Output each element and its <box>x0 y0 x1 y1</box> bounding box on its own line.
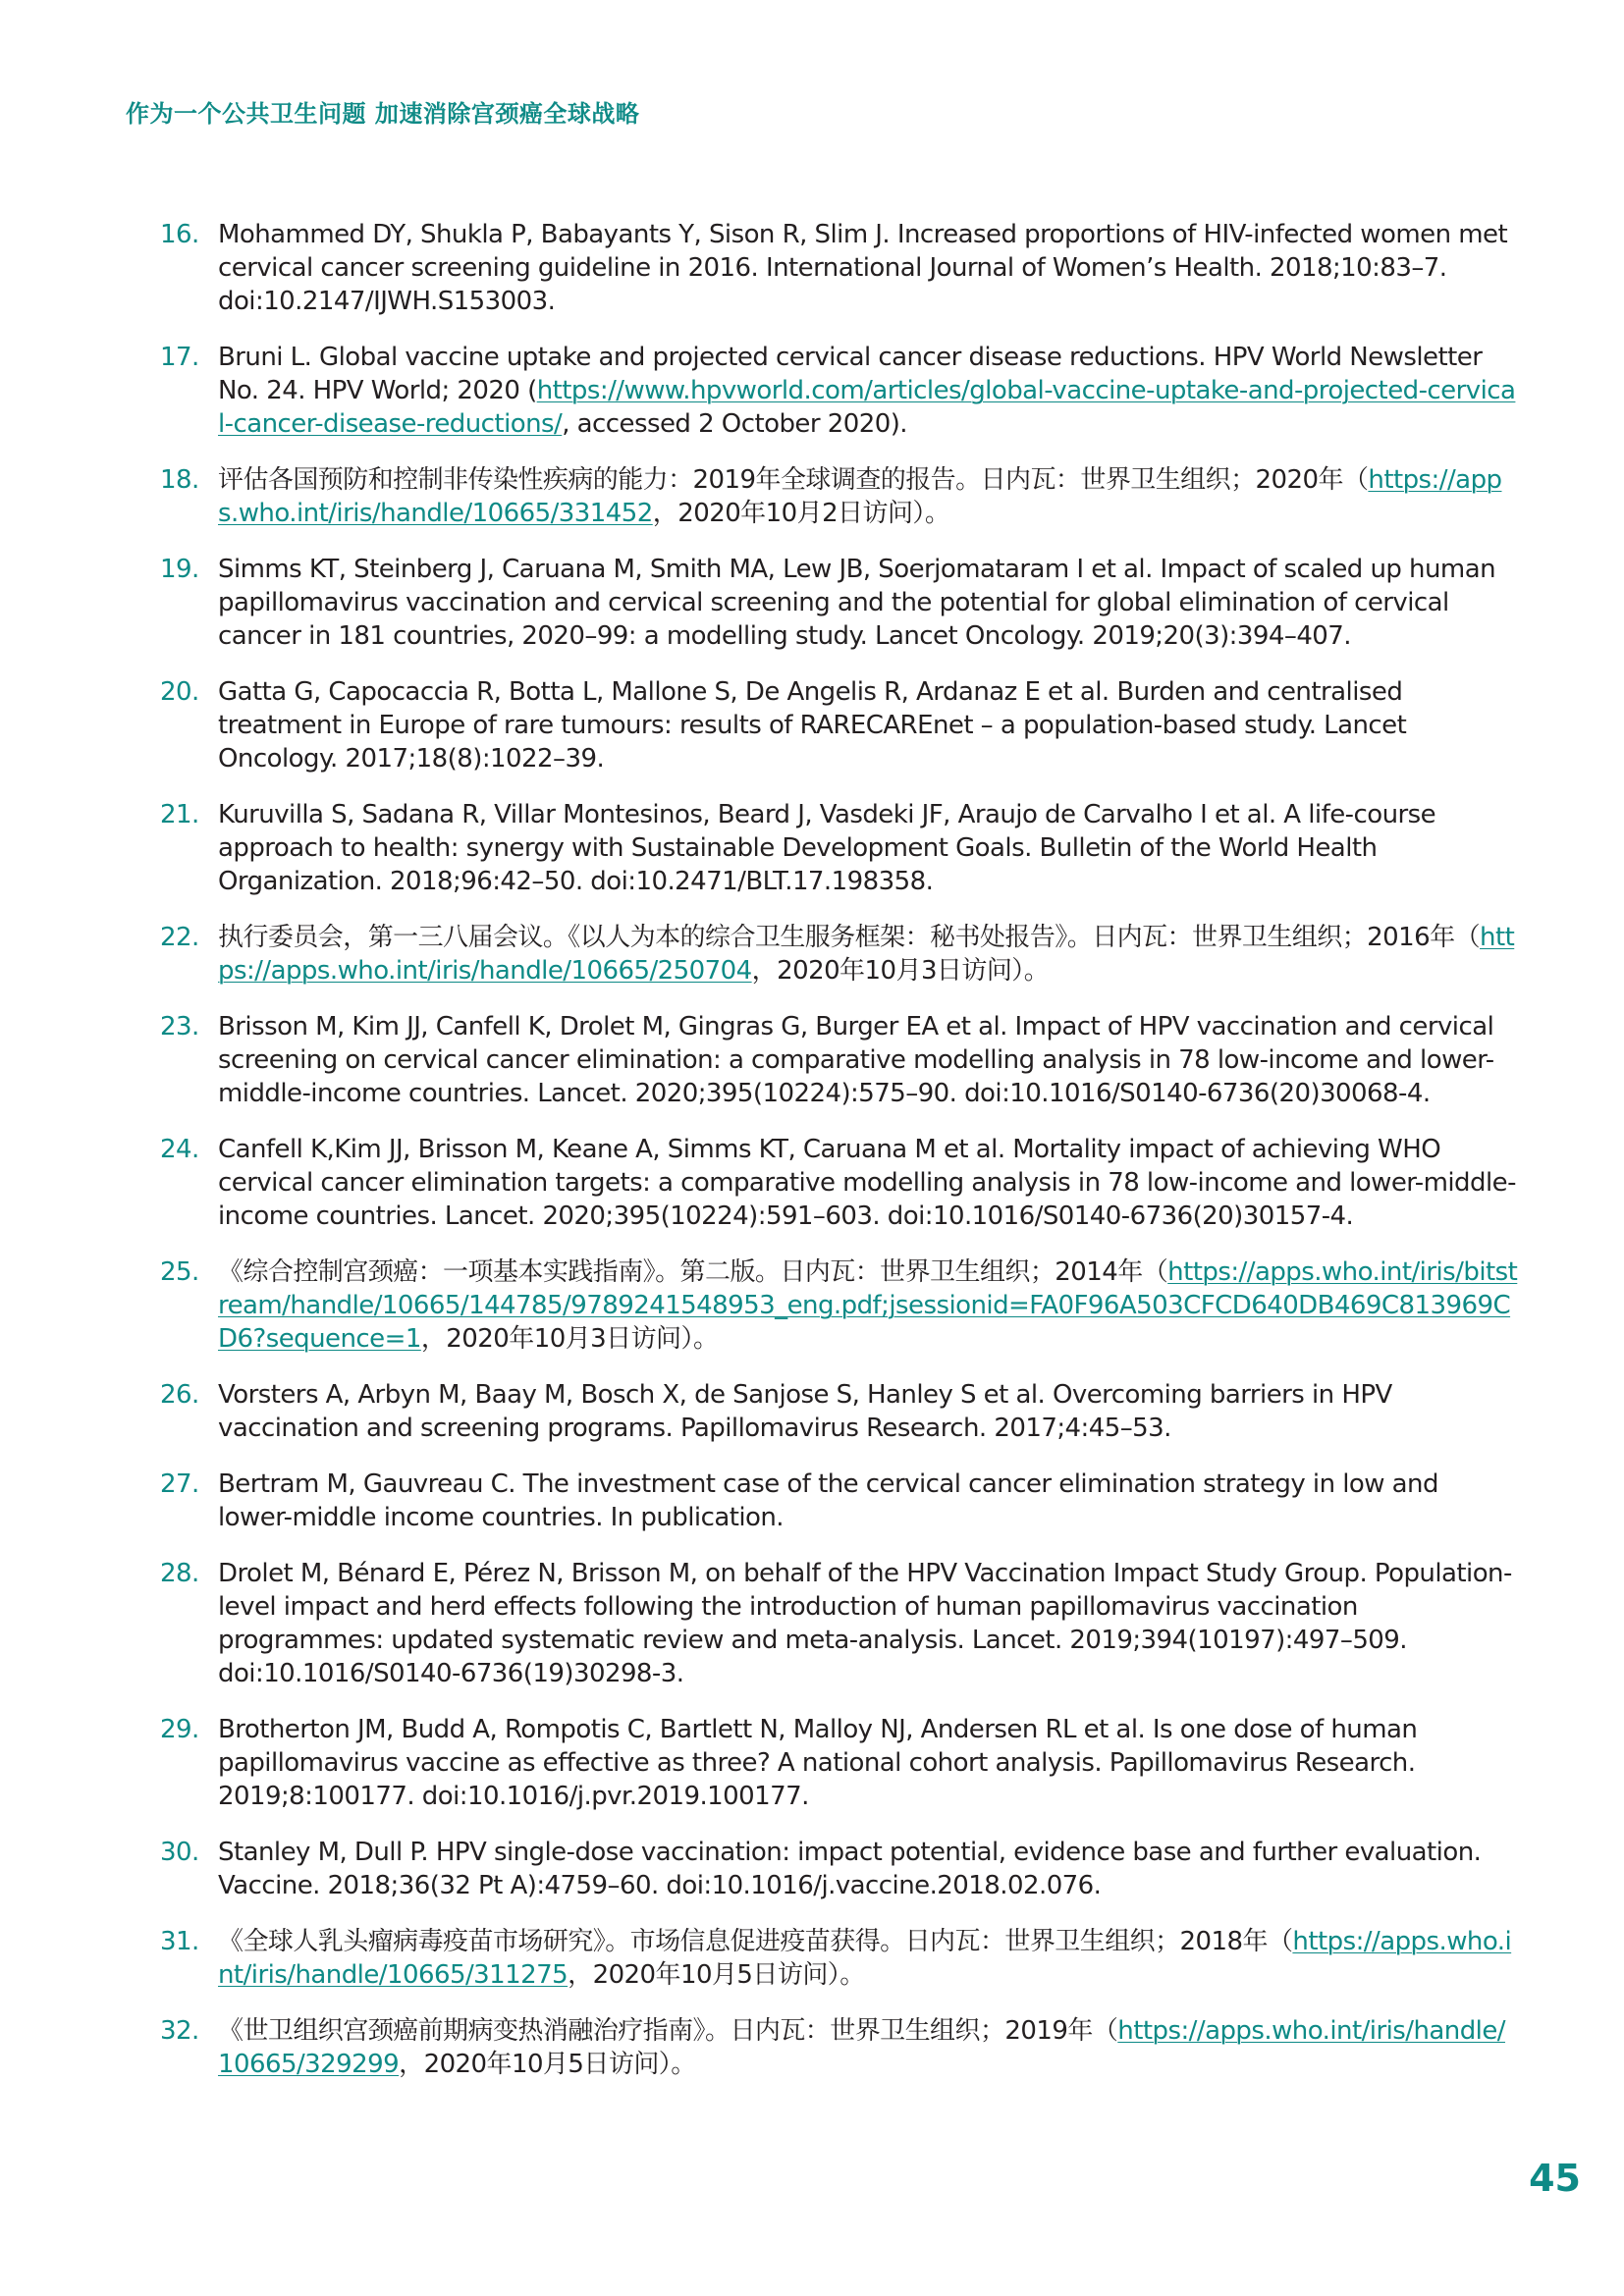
reference-item <box>155 1925 1520 1992</box>
page-number: 45 <box>1529 2157 1581 2200</box>
reference-text: ，2020年10月3日访问）。 <box>420 1324 719 1354</box>
reference-text: ，2020年10月5日访问）。 <box>568 1960 865 1990</box>
reference-number: 21. <box>160 800 199 829</box>
reference-item <box>155 1133 1520 1233</box>
reference-number: 19. <box>160 555 199 584</box>
reference-text: Vorsters A, Arbyn M, Baay M, Bosch X, de Sanjose S, Hanley S et al. Overcoming barriers in HPV vaccination and screening programs. Papillomavirus Research. 2017;4:45–53. <box>218 1380 1392 1443</box>
reference-text: Brotherton JM, Budd A, Rompotis C, Bartlett N, Malloy NJ, Andersen RL et al. Is one dose of human papillomavirus vaccine as effective as three? A national cohort analysis. Papillomavirus Research. 2019;8:100177. doi:10.1016/j.pvr.2019.100177. <box>218 1715 1418 1811</box>
reference-item <box>155 1010 1520 1110</box>
reference-text: 执行委员会，第一三八届会议。《以人为本的综合卫生服务框架：秘书处报告》。日内瓦：世界卫生组织；2016年（ <box>218 923 1481 952</box>
running-header-title: 作为一个公共卫生问题 加速消除宫颈癌全球战略 <box>126 100 640 128</box>
reference-number: 30. <box>160 1838 199 1867</box>
reference-text: , accessed 2 October 2020). <box>562 409 908 439</box>
reference-text: Bertram M, Gauvreau C. The investment case of the cervical cancer elimination strategy in low and lower-middle income countries. In publication. <box>218 1469 1438 1532</box>
reference-text: Gatta G, Capocaccia R, Botta L, Mallone S, De Angelis R, Ardanaz E et al. Burden and centralised treatment in Europe of rare tumours: results of RARECAREnet – a population-based study. Lancet Oncology. 2017;18(8):1022–39. <box>218 677 1407 774</box>
reference-text: Bruni L. Global vaccine uptake and projected cervical cancer disease reductions. HPV World Newsletter No. 24. HPV World; 2020 ( <box>218 343 1483 405</box>
reference-item <box>155 675 1520 775</box>
reference-text: 评估各国预防和控制非传染性疾病的能力：2019年全球调查的报告。日内瓦：世界卫生组织；2020年（ <box>218 465 1369 495</box>
reference-url-link[interactable]: https://apps.who.int/iris/handle/10665/311275 <box>218 1927 1512 1990</box>
reference-item <box>155 921 1520 988</box>
reference-text: Mohammed DY, Shukla P, Babayants Y, Sison R, Slim J. Increased proportions of HIV-infected women met cervical cancer screening guideline in 2016. International Journal of Women’s Health. 2018;10:83–7. doi:10.2147/IJWH.S153003. <box>218 220 1508 316</box>
reference-number: 24. <box>160 1135 199 1164</box>
reference-text: Simms KT, Steinberg J, Caruana M, Smith MA, Lew JB, Soerjomataram I et al. Impact of scaled up human papillomavirus vaccination and cervical screening and the potential for global elimination of cervical cancer in 181 countries, 2020–99: a modelling study. Lancet Oncology. 2019;20(3):394–407. <box>218 555 1496 651</box>
reference-text: Drolet M, Bénard E, Pérez N, Brisson M, on behalf of the HPV Vaccination Impact Study Group. Population-level impact and herd effects following the introduction of human papillomavirus vaccination programmes: updated systematic review and meta-analysis. Lancet. 2019;394(10197):497–509. doi:10.1016/S0140-6736(19)30298-3. <box>218 1559 1512 1688</box>
reference-item <box>155 341 1520 441</box>
reference-text: Kuruvilla S, Sadana R, Villar Montesinos, Beard J, Vasdeki JF, Araujo de Carvalho I et al. A life-course approach to health: synergy with Sustainable Development Goals. Bulletin of the World Health Organization. 2018;96:42–50. doi:10.2471/BLT.17.198358. <box>218 800 1436 896</box>
reference-url-link[interactable]: https://apps.who.int/iris/handle/10665/331452 <box>218 465 1502 528</box>
reference-text: ，2020年10月3日访问）。 <box>751 956 1050 986</box>
reference-number: 17. <box>160 343 199 372</box>
reference-text: ，2020年10月5日访问）。 <box>399 2050 696 2079</box>
reference-item <box>155 463 1520 530</box>
reference-number: 25. <box>160 1257 199 1287</box>
reference-number: 16. <box>160 220 199 249</box>
reference-number: 23. <box>160 1012 199 1041</box>
reference-url-link[interactable]: https://www.hpvworld.com/articles/global-vaccine-uptake-and-projected-cervical-cancer-disease-reductions/ <box>218 376 1516 439</box>
reference-item <box>155 1468 1520 1534</box>
reference-list <box>155 218 1520 2104</box>
reference-text: 《世卫组织宫颈癌前期病变热消融治疗指南》。日内瓦：世界卫生组织；2019年（ <box>218 2016 1118 2046</box>
reference-item <box>155 553 1520 653</box>
reference-text: Brisson M, Kim JJ, Canfell K, Drolet M, Gingras G, Burger EA et al. Impact of HPV vaccination and cervical screening on cervical cancer elimination: a comparative modelling analysis in 78 low-income and lower-middle-income countries. Lancet. 2020;395(10224):575–90. doi:10.1016/S0140-6736(20)30068-4. <box>218 1012 1494 1108</box>
reference-url-link[interactable]: https://apps.who.int/iris/handle/10665/329299 <box>218 2016 1506 2079</box>
reference-item <box>155 2014 1520 2081</box>
reference-number: 20. <box>160 677 199 707</box>
reference-url-link[interactable]: https://apps.who.int/iris/handle/10665/250704 <box>218 923 1515 986</box>
reference-item <box>155 1713 1520 1813</box>
reference-url-link[interactable]: https://apps.who.int/iris/bitstream/handle/10665/144785/9789241548953_eng.pdf;jsessionid=FA0F96A503CFCD640DB469C813969CD6?sequence=1 <box>218 1257 1518 1354</box>
reference-number: 27. <box>160 1469 199 1499</box>
reference-number: 18. <box>160 465 199 495</box>
reference-text: 《综合控制宫颈癌：一项基本实践指南》。第二版。日内瓦：世界卫生组织；2014年（ <box>218 1257 1168 1287</box>
reference-item <box>155 798 1520 898</box>
reference-number: 32. <box>160 2016 199 2046</box>
reference-item <box>155 1836 1520 1902</box>
reference-number: 28. <box>160 1559 199 1588</box>
reference-text: 《全球人乳头瘤病毒疫苗市场研究》。市场信息促进疫苗获得。日内瓦：世界卫生组织；2018年（ <box>218 1927 1293 1956</box>
reference-text: ，2020年10月2日访问）。 <box>652 499 950 528</box>
reference-item <box>155 218 1520 318</box>
reference-number: 29. <box>160 1715 199 1744</box>
reference-item <box>155 1378 1520 1445</box>
reference-number: 31. <box>160 1927 199 1956</box>
reference-item <box>155 1557 1520 1690</box>
reference-text: Stanley M, Dull P. HPV single-dose vaccination: impact potential, evidence base and further evaluation. Vaccine. 2018;36(32 Pt A):4759–60. doi:10.1016/j.vaccine.2018.02.076. <box>218 1838 1482 1900</box>
reference-number: 22. <box>160 923 199 952</box>
reference-number: 26. <box>160 1380 199 1410</box>
reference-item <box>155 1255 1520 1356</box>
reference-text: Canfell K,Kim JJ, Brisson M, Keane A, Simms KT, Caruana M et al. Mortality impact of achieving WHO cervical cancer elimination targets: a comparative modelling analysis in 78 low-income and lower-middle-income countries. Lancet. 2020;395(10224):591–603. doi:10.1016/S0140-6736(20)30157-4. <box>218 1135 1516 1231</box>
